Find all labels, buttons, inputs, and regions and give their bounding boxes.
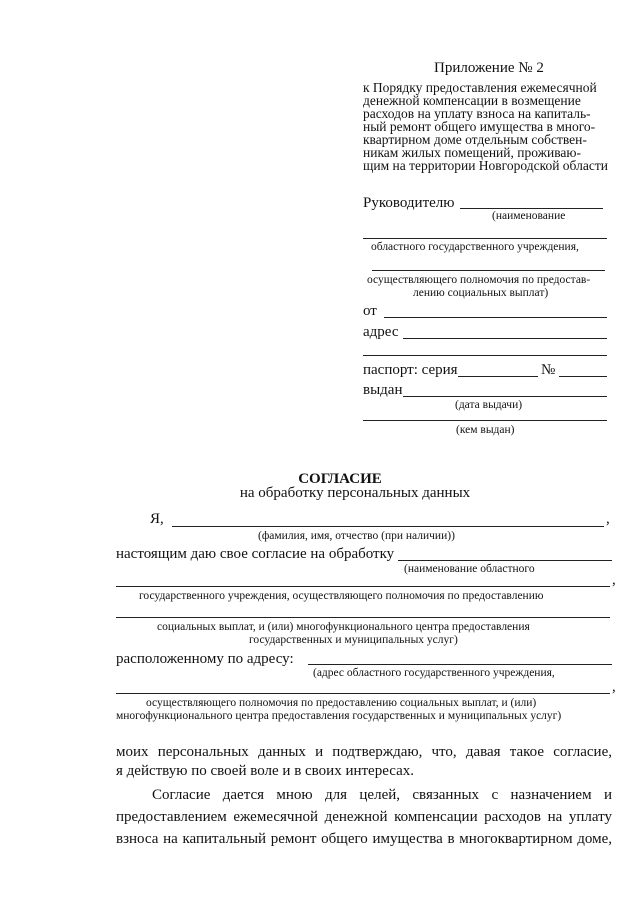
hint-org-4: государственных и муниципальных услуг) [249, 634, 458, 646]
hint-org-3: социальных выплат, и (или) многофункционального центра предоставления [157, 621, 530, 633]
hint-address-2: осуществляющего полномочия по предоставлению социальных выплат, и (или) [146, 697, 537, 709]
to-head-label: Руководителю [363, 195, 455, 211]
address-line-2[interactable] [363, 355, 607, 356]
hint-issue-date: (дата выдачи) [455, 399, 523, 411]
org-address-line[interactable] [308, 664, 612, 665]
para2-line2: предоставлением ежемесячной денежной компенсации расходов на уплату [116, 809, 612, 825]
org-address-line-2[interactable] [116, 693, 610, 694]
give-consent-text: настоящим даю свое согласие на обработку [116, 546, 395, 562]
org-comma: , [612, 572, 616, 588]
fio-comma: , [606, 511, 610, 527]
appendix-line-4: ный ремонт общего имущества в много- [363, 119, 596, 134]
passport-number-line[interactable] [559, 376, 607, 377]
hint-issued-by: (кем выдан) [456, 424, 515, 436]
para1-line2: я действую по своей воле и в своих интересах. [116, 763, 414, 779]
para2-line3: взноса на капитальный ремонт общего имущества в многоквартирном доме, [116, 831, 612, 847]
issued-by-line[interactable] [363, 420, 607, 421]
address-comma: , [612, 679, 616, 695]
appendix-title: Приложение № 2 [434, 60, 544, 76]
org-line-3[interactable] [116, 617, 610, 618]
hint-fio: (фамилия, имя, отчество (при наличии)) [258, 530, 455, 542]
org-name-line[interactable] [398, 560, 612, 561]
appendix-line-5: квартирном доме отдельным собствен- [363, 132, 587, 147]
hint-powers-1: осуществляющего полномочия по предостав- [367, 274, 591, 286]
consent-title: СОГЛАСИЕ [298, 471, 382, 487]
hint-address-3: многофункционального центра предоставления государственных и муниципальных услуг) [116, 710, 562, 722]
passport-series-label: паспорт: серия [363, 362, 458, 378]
passport-series-line[interactable] [458, 376, 538, 377]
appendix-line-6: никам жилых помещений, проживаю- [363, 145, 581, 160]
org-line-2[interactable] [116, 586, 610, 587]
i-label: Я, [150, 511, 164, 527]
address-label: адрес [363, 324, 399, 340]
para1-line1: моих персональных данных и подтверждаю, что, давая такое согласие, [116, 744, 612, 760]
appendix-line-3: расходов на уплату взноса на капиталь- [363, 106, 591, 121]
located-label: расположенному по адресу: [116, 651, 294, 667]
appendix-line-1: к Порядку предоставления ежемесячной [363, 80, 597, 95]
issued-label: выдан [363, 382, 403, 398]
para2-line1: Согласие дается мною для целей, связанных с назначением и [152, 787, 612, 803]
consent-subtitle: на обработку персональных данных [239, 485, 471, 501]
hint-address-1: (адрес областного государственного учреждения, [313, 667, 555, 679]
hint-org-name: (наименование областного [404, 563, 535, 575]
hint-org-2: государственного учреждения, осуществляющего полномочия по предоставлению [139, 590, 544, 602]
from-label: от [363, 303, 377, 319]
powers-line[interactable] [372, 270, 605, 271]
head-name-line[interactable] [460, 208, 603, 209]
appendix-line-7: щим на территории Новгородской области [363, 158, 608, 173]
from-line[interactable] [384, 317, 607, 318]
hint-name: (наименование [492, 210, 566, 222]
institution-line[interactable] [363, 238, 607, 239]
fio-line[interactable] [172, 526, 604, 527]
hint-powers-2: лению социальных выплат) [413, 287, 549, 299]
passport-number-label: № [541, 362, 556, 378]
appendix-line-2: денежной компенсации в возмещение [363, 93, 581, 108]
issued-date-line[interactable] [403, 396, 607, 397]
address-line[interactable] [403, 338, 607, 339]
hint-institution: областного государственного учреждения, [371, 241, 579, 253]
